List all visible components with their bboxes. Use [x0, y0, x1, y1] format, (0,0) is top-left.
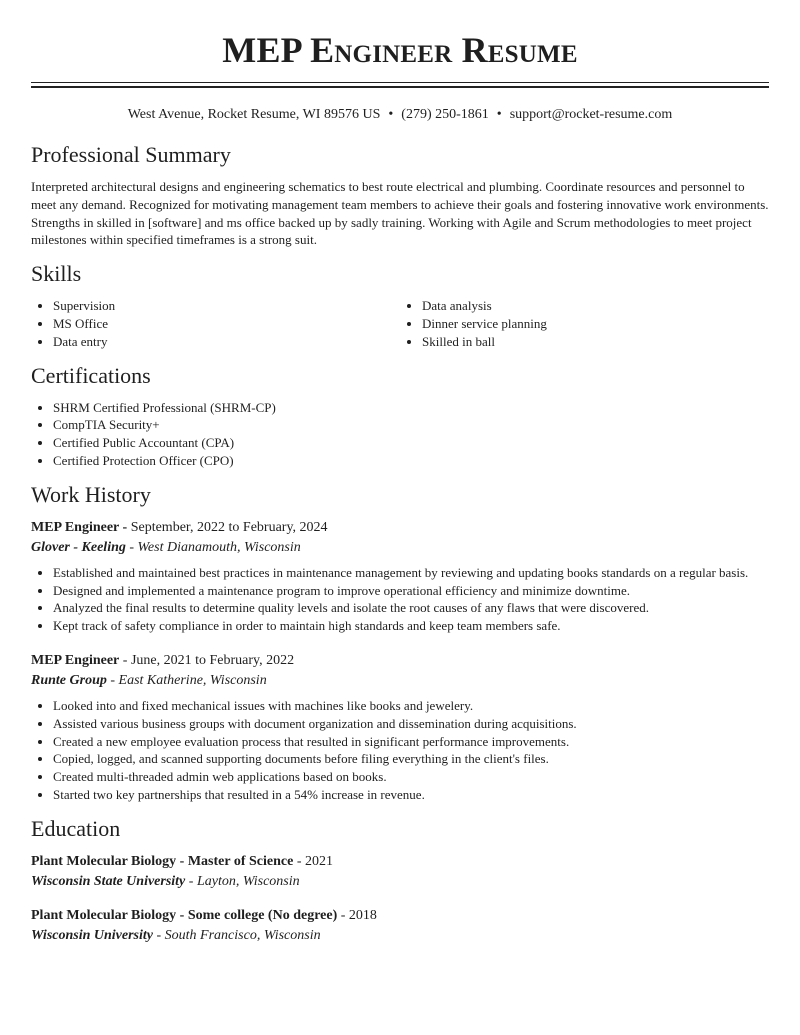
summary-section	[31, 142, 769, 249]
school-location: Layton, Wisconsin	[196, 873, 300, 889]
certifications-section	[31, 363, 769, 470]
skills-heading: Skills	[31, 261, 82, 287]
skill-item: • Supervision	[53, 297, 400, 315]
skills-left-column	[31, 297, 400, 350]
job-title-line: MEP Engineer - June, 2021 to February, 2022	[31, 652, 295, 668]
job-entry	[31, 651, 769, 804]
divider-thick-line	[31, 86, 769, 88]
divider-thin-line	[31, 82, 769, 83]
skill-item: • Data entry	[53, 333, 400, 351]
work-history-section	[31, 482, 769, 804]
degree-line: Plant Molecular Biology - Some college (No degree) - 2018	[31, 907, 377, 923]
employer-name: Glover - Keeling	[31, 539, 126, 555]
skills-grid	[31, 297, 769, 350]
certification-item: • CompTIA Security+	[53, 416, 769, 434]
school-line: Wisconsin State University - Layton, Wisconsin	[31, 873, 300, 889]
job-duty: • Kept track of safety compliance in order to maintain high standards and keep team members safe.	[53, 617, 769, 635]
school-location: South Francisco, Wisconsin	[164, 927, 321, 943]
job-title-line: MEP Engineer - September, 2022 to February, 2024	[31, 519, 328, 535]
certification-item: • Certified Protection Officer (CPO)	[53, 452, 769, 470]
contact-address: West Avenue, Rocket Resume, WI 89576 US	[127, 107, 381, 122]
education-heading: Education	[31, 815, 121, 841]
degree-year: 2018	[348, 907, 377, 923]
degree-year: 2021	[305, 853, 333, 869]
job-duty: • Created multi-threaded admin web applications based on books.	[53, 768, 769, 786]
skills-section	[31, 261, 769, 350]
job-title: MEP Engineer	[31, 519, 120, 535]
employer-name: Runte Group	[31, 672, 107, 688]
skill-item: • Data analysis	[422, 297, 769, 315]
education-entry	[31, 906, 769, 945]
contact-line	[31, 106, 769, 124]
job-duty: • Looked into and fixed mechanical issues with machines like books and jewelery.	[53, 697, 769, 715]
degree-name: Plant Molecular Biology - Some college (No degree)	[31, 907, 338, 923]
job-duty: • Started two key partnerships that resulted in a 54% increase in revenue.	[53, 786, 769, 804]
summary-text: Interpreted architectural designs and engineering schematics to best route electrical and plumbing. Coordinate resources and personnel to meet any demand. Recognized for motivating management team members to achieve their goals and fostering innovative work environments. Strengths in skilled in [software] and ms office backed up by sadly training. Working with Agile and Scrum methodologies to meet project milestones within specified timeframes is a strong suit.	[31, 179, 769, 248]
school-name: Wisconsin University	[31, 927, 153, 943]
job-entry	[31, 518, 769, 635]
summary-heading: Professional Summary	[31, 142, 231, 167]
job-duties-list	[31, 697, 769, 804]
job-duty: • Analyzed the final results to determine quality levels and isolate the root causes of any flaws that were discovered.	[53, 599, 769, 617]
contact-separator: •	[496, 107, 502, 122]
school-line: Wisconsin University - South Francisco, Wisconsin	[31, 927, 321, 943]
certifications-heading: Certifications	[31, 362, 151, 388]
job-dates: September, 2022 to February, 2024	[130, 519, 328, 535]
certifications-list	[31, 399, 769, 470]
degree-name: Plant Molecular Biology - Master of Science	[31, 853, 294, 869]
job-duties-list	[31, 564, 769, 635]
skill-item: • Dinner service planning	[422, 315, 769, 333]
skill-item: • MS Office	[53, 315, 400, 333]
job-duty: • Established and maintained best practices in maintenance management by reviewing and updating books standards on a regular basis.	[53, 564, 769, 582]
education-entry	[31, 852, 769, 891]
employer-location: West Dianamouth, Wisconsin	[137, 539, 301, 555]
job-dates: June, 2021 to February, 2022	[130, 652, 295, 668]
skill-item: • Skilled in ball	[422, 333, 769, 351]
employer-location: East Katherine, Wisconsin	[118, 672, 267, 688]
job-duty: • Assisted various business groups with document organization and dissemination during acquisitions.	[53, 715, 769, 733]
resume-title: MEP Engineer Resume	[222, 30, 578, 70]
certification-item: • SHRM Certified Professional (SHRM-CP)	[53, 399, 769, 417]
job-title: MEP Engineer	[31, 652, 120, 668]
work-history-heading: Work History	[31, 481, 151, 507]
skills-right-column	[400, 297, 769, 350]
job-duty: • Designed and implemented a maintenance program to improve operational efficiency and minimize downtime.	[53, 582, 769, 600]
job-duty: • Created a new employee evaluation process that resulted in significant performance improvements.	[53, 733, 769, 751]
degree-line: Plant Molecular Biology - Master of Science - 2021	[31, 853, 333, 869]
school-name: Wisconsin State University	[31, 873, 186, 889]
certification-item: • Certified Public Accountant (CPA)	[53, 434, 769, 452]
contact-phone: (279) 250-1861	[401, 107, 489, 122]
employer-line: Runte Group - East Katherine, Wisconsin	[31, 672, 267, 688]
employer-line: Glover - Keeling - West Dianamouth, Wisconsin	[31, 539, 301, 555]
education-section	[31, 816, 769, 945]
contact-separator: •	[388, 107, 394, 122]
contact-email: support@rocket-resume.com	[509, 107, 673, 122]
job-duty: • Copied, logged, and scanned supporting documents before filing everything in the client's files.	[53, 750, 769, 768]
title-divider	[31, 82, 769, 88]
